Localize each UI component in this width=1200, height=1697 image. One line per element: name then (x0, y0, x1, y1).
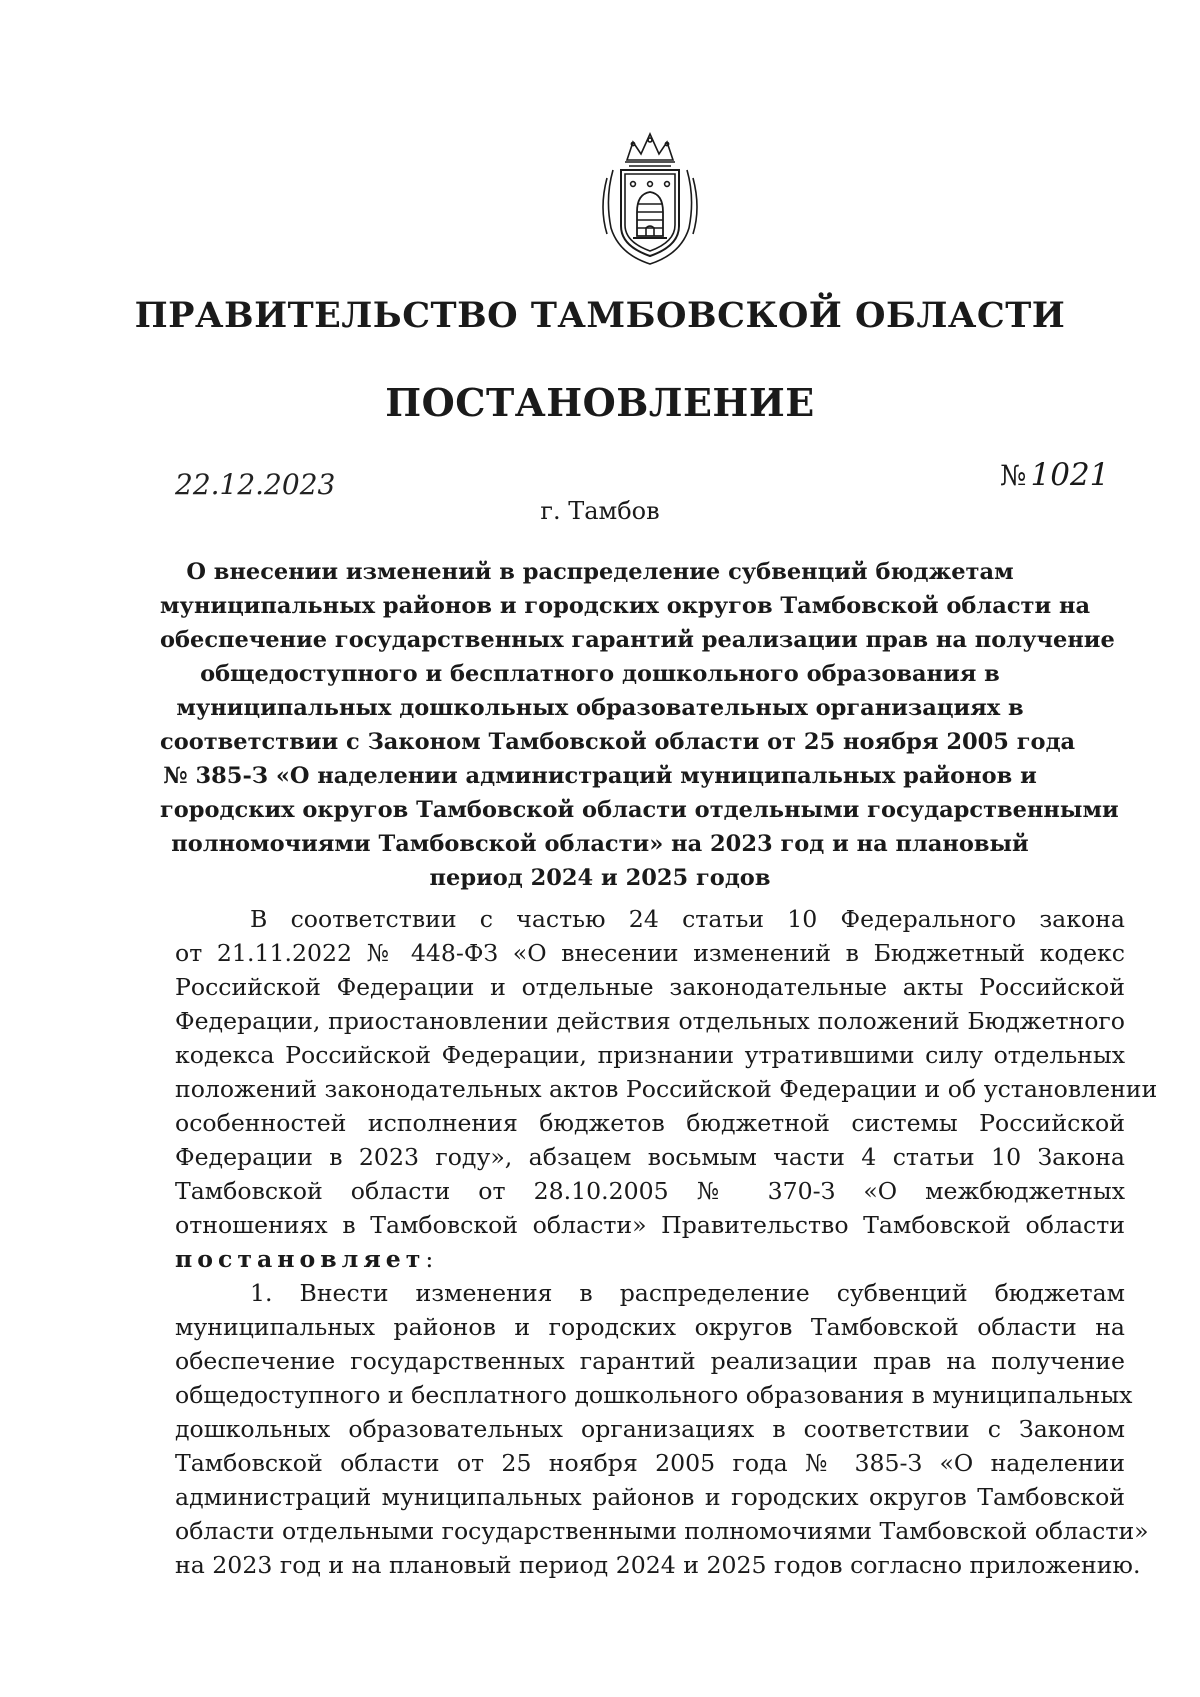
number-value: 1021 (1030, 457, 1110, 493)
tambov-coat-of-arms-icon (595, 128, 705, 268)
preamble-line: Тамбовской области от 28.10.2005 № 370-З «О межбюджетных (175, 1177, 1125, 1205)
heading-line: городских округов Тамбовской области отдельными государственными (160, 797, 1119, 823)
document-heading (160, 555, 1119, 895)
preamble-line: В соответствии с частью 24 статьи 10 Федерального закона (250, 905, 1125, 933)
item-1-line: муниципальных районов и городских округов Тамбовской области на (175, 1313, 1125, 1341)
preamble-line: от 21.11.2022 № 448-ФЗ «О внесении изменений в Бюджетный кодекс (175, 939, 1125, 967)
organization-title: ПРАВИТЕЛЬСТВО ТАМБОВСКОЙ ОБЛАСТИ (134, 295, 1066, 336)
preamble-line: Российской Федерации и отдельные законодательные акты Российской (175, 973, 1125, 1001)
document-number (1000, 457, 1109, 493)
item-1-line: на 2023 год и на плановый период 2024 и 2025 годов согласно приложению. (175, 1551, 1141, 1579)
preamble-line: особенностей исполнения бюджетов бюджетной системы Российской (175, 1109, 1125, 1137)
number-label: № (1000, 459, 1027, 492)
decree-line (175, 1242, 1125, 1276)
item-1-line: администраций муниципальных районов и городских округов Тамбовской (175, 1483, 1125, 1511)
heading-line: обеспечение государственных гарантий реализации прав на получение (160, 627, 1115, 653)
heading-line: соответствии с Законом Тамбовской области от 25 ноября 2005 года (160, 729, 1076, 755)
item-1-line: общедоступного и бесплатного дошкольного образования в муниципальных (175, 1381, 1133, 1409)
item-1-line: области отдельными государственными полномочиями Тамбовской области» (175, 1517, 1149, 1545)
heading-line: период 2024 и 2025 годов (429, 865, 771, 891)
heading-line: полномочиями Тамбовской области» на 2023 год и на плановый (171, 831, 1029, 857)
preamble-line: Федерации, приостановлении действия отдельных положений Бюджетного (175, 1007, 1125, 1035)
item-1-line: 1. Внести изменения в распределение субвенций бюджетам (250, 1279, 1125, 1307)
heading-line: муниципальных дошкольных образовательных организациях в (176, 695, 1024, 721)
item-1-line: обеспечение государственных гарантий реализации прав на получение (175, 1347, 1125, 1375)
decree-suffix: : (425, 1245, 434, 1273)
document-date: 22.12.2023 (175, 468, 336, 501)
heading-line: О внесении изменений в распределение субвенций бюджетам (186, 559, 1014, 585)
heading-line: общедоступного и бесплатного дошкольного образования в (200, 661, 1000, 687)
item-1-line: Тамбовской области от 25 ноября 2005 года № 385-З «О наделении (175, 1449, 1125, 1477)
heading-line: № 385-З «О наделении администраций муниципальных районов и (163, 763, 1037, 789)
preamble-line: Федерации в 2023 году», абзацем восьмым части 4 статьи 10 Закона (175, 1143, 1125, 1171)
heading-line: муниципальных районов и городских округов Тамбовской области на (160, 593, 1091, 619)
decree-word: постановляет (175, 1245, 426, 1273)
document-type-title: ПОСТАНОВЛЕНИЕ (385, 380, 815, 425)
item-1-line: дошкольных образовательных организациях в соответствии с Законом (175, 1415, 1125, 1443)
document-body (175, 902, 1158, 1582)
preamble-line: отношениях в Тамбовской области» Правительство Тамбовской области (175, 1211, 1125, 1239)
preamble-line: кодекса Российской Федерации, признании утратившими силу отдельных (175, 1041, 1125, 1069)
document-city: г. Тамбов (540, 497, 660, 525)
preamble-line: положений законодательных актов Российской Федерации и об установлении (175, 1075, 1158, 1103)
